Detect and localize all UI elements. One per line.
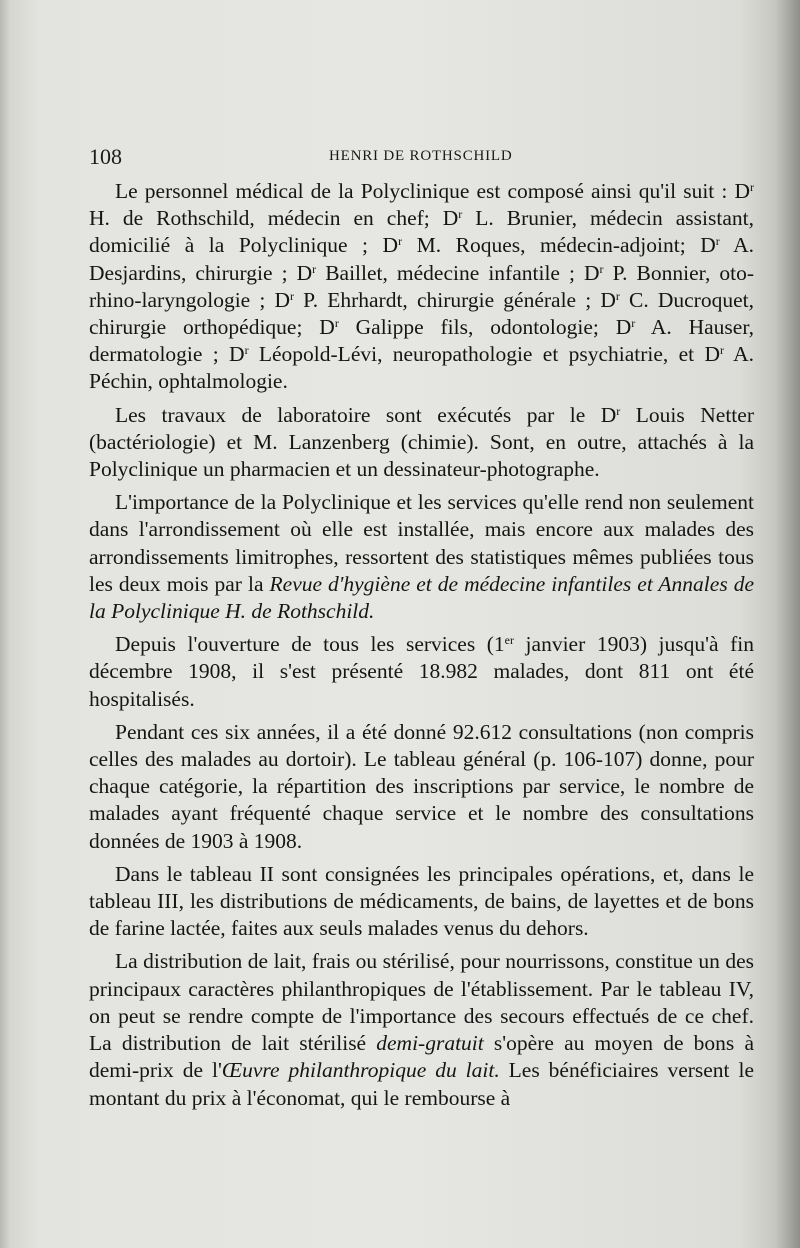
superscript: r [398,234,403,249]
text-run: s'opère au moyen de bons à demi-prix de l' [89,1031,754,1083]
italic-text: demi-gratuit [376,1031,484,1056]
text-run: P. Bonnier, oto-rhino-laryngologie ; D [89,260,754,312]
paragraph [89,178,754,396]
superscript: r [312,261,317,276]
superscript: r [750,180,754,194]
superscript: r [599,261,604,276]
text-run: Depuis l'ouverture de tous les services (1 [115,632,505,657]
text-run: Les travaux de laboratoire sont exécutés par le D [115,402,617,427]
italic-text: Revue d'hygiène et de médecine infantiles et Annales de la Polyclinique H. de Rothschild. [89,571,754,624]
paragraph [89,719,754,855]
paragraph [89,631,754,713]
text-run: Baillet, médecine infantile ; D [316,260,600,285]
superscript: r [244,343,249,358]
paragraph [89,402,754,484]
superscript: r [334,316,339,331]
page-number: 108 [89,144,122,169]
paragraph [89,861,754,943]
text-run: H. de Rothschild, médecin en chef; D [89,206,459,231]
paragraph [89,489,754,625]
text-run: A. Hauser, dermatologie ; D [89,315,755,367]
text-run: L. Brunier, médecin assistant, domicilié à la Polyclinique ; D [89,206,754,258]
text-run: La distribution de lait, frais ou stérilisé, pour nourrissons, constitue un des principaux caractères philanthropiques de l'établissement. Par le tableau IV, on peut se rendre compte de l'importance des secours effectués de ce chef. La distribution de lait stérilisé [89,949,754,1056]
text-run: Galippe fils, odontologie; D [338,315,632,340]
body-text [89,178,754,1112]
text-run: L'importance de la Polyclinique et les services qu'elle rend non seulement dans l'arrondissement où elle est installée, mais encore aux malades des arrondissements limitrophes, ressortent des statistiques mêmes publiées tous les deux mois par la [89,490,754,596]
text-run: M. Roques, médecin-adjoint; D [402,233,716,258]
superscript: er [504,633,514,648]
text-run: A. Desjardins, chirurgie ; D [89,233,754,285]
superscript: r [719,343,724,358]
running-head: HENRI DE ROTHSCHILD [329,148,513,164]
text-run: janvier 1903) jusqu'à fin décembre 1908, il s'est présenté 18.982 malades, dont 811 ont été hospitalisés. [89,632,754,711]
text-run: P. Ehrhardt, chirurgie générale ; D [293,287,616,312]
superscript: r [631,316,636,331]
text-run: Pendant ces six années, il a été donné 92.612 consultations (non compris celles des malades au dortoir). Le tableau général (p. 106-107) donne, pour chaque catégorie, la répartition des inscriptions par service, le nombre de malades ayant fréquenté chaque service et le nombre des consultations données de 1903 à 1908. [89,719,754,853]
text-run: Les bénéficiaires versent le montant du prix à l'économat, qui le rembourse à [89,1058,755,1110]
text-run: Dans le tableau II sont consignées les principales opérations, et, dans le tableau III, les distributions de médicaments, de bains, de layettes et de bons de farine lactée, faites aux seuls malades venus du dehors. [89,861,754,941]
superscript: r [615,288,620,303]
page-header [89,144,759,168]
superscript: r [458,207,463,222]
text-run: A. Péchin, ophtalmologie. [89,342,754,394]
superscript: r [616,403,621,418]
text-run: Léopold-Lévi, neuropathologie et psychiatrie, et D [248,342,720,367]
text-run: Louis Netter (bactériologie) et M. Lanzenberg (chimie). Sont, en outre, attachés à la Polyclinique un pharmacien et un dessinateur-photographe. [89,402,754,482]
italic-text: Œuvre philanthropique du lait. [221,1058,500,1083]
text-run: C. Ducroquet, chirurgie orthopédique; D [89,287,754,340]
superscript: r [715,234,720,249]
text-run: Le personnel médical de la Polyclinique est composé ainsi qu'il suit : D [115,179,750,203]
superscript: r [289,288,294,303]
paragraph [89,948,754,1111]
